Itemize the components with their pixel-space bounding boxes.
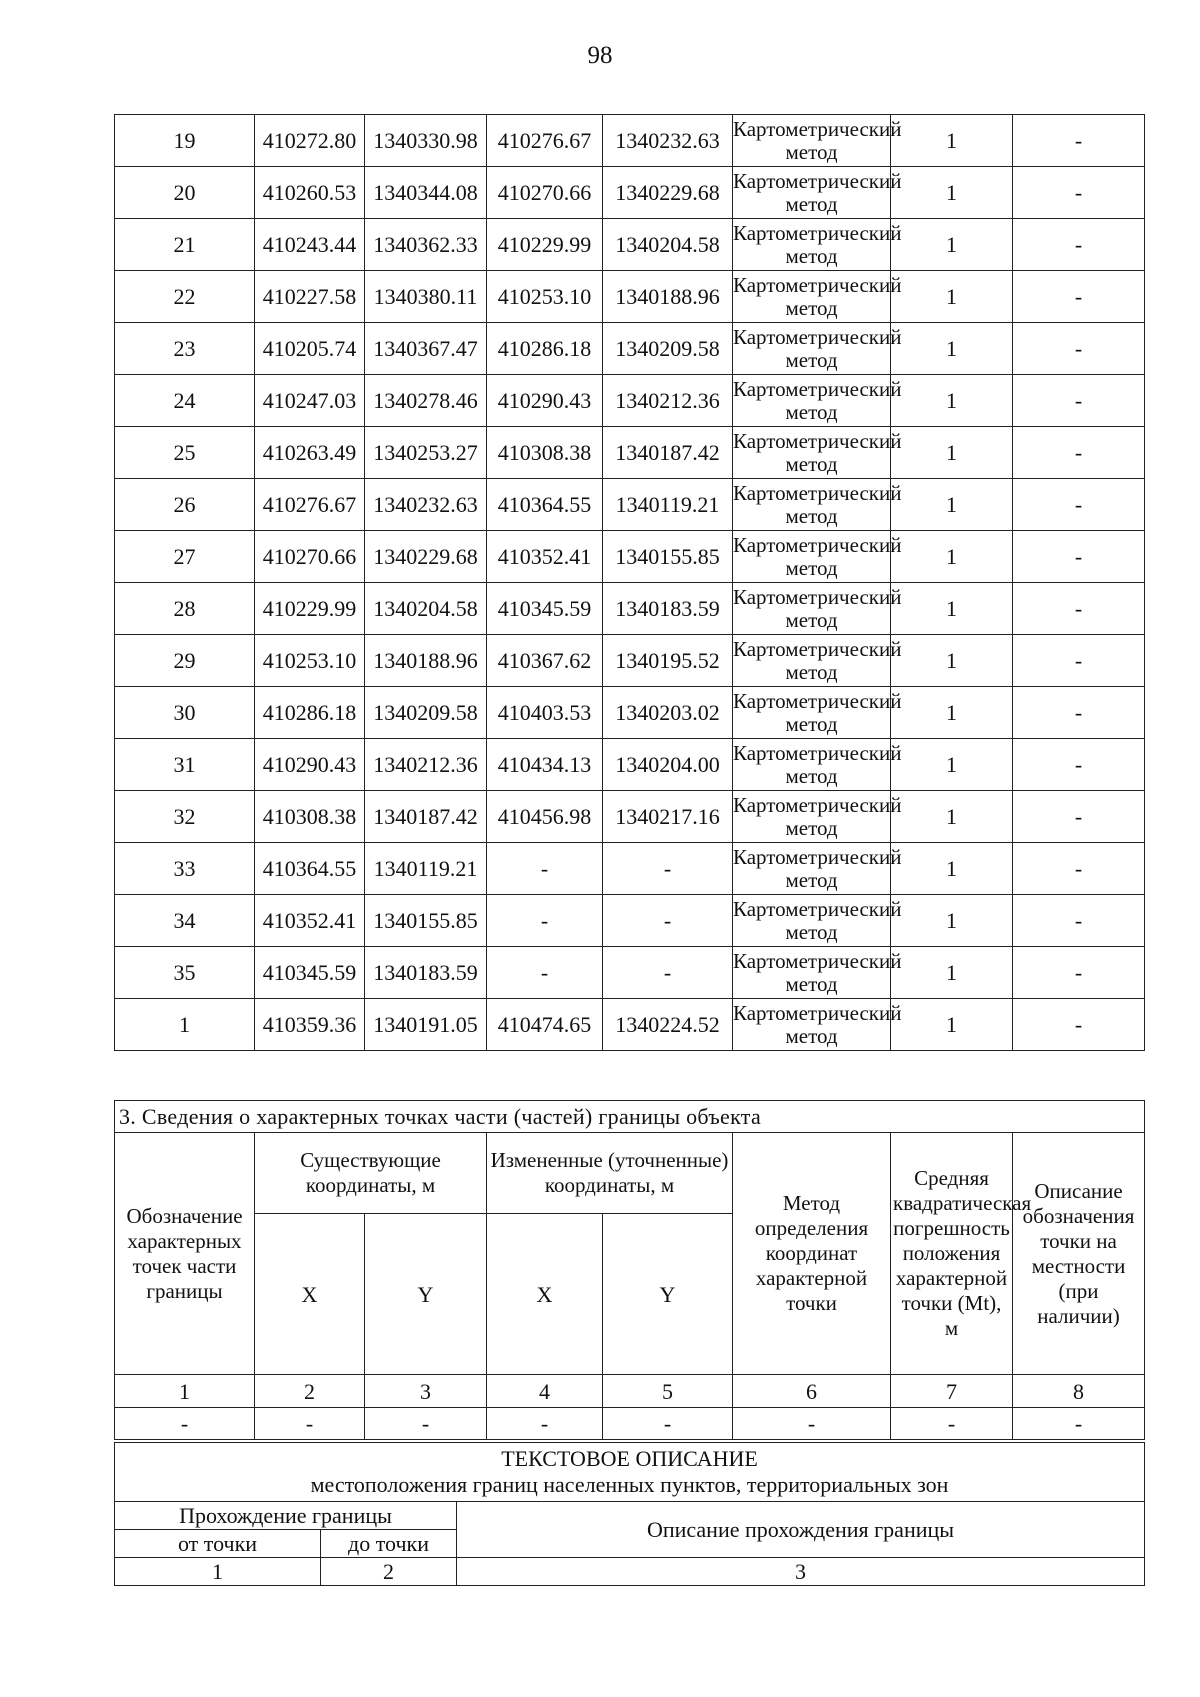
empty-cell: - [365, 1408, 487, 1440]
method-cell: Картометрический метод [733, 323, 891, 375]
page-number: 98 [587, 42, 613, 69]
method-cell: Картометрический метод [733, 531, 891, 583]
header-mean-square-error: Средняя квадратическая погрешность положения характерной точки (Mt), м [891, 1133, 1013, 1375]
point-description-cell: - [1013, 947, 1145, 999]
point-number-cell: 33 [115, 843, 255, 895]
existing-x-cell: 410286.18 [255, 687, 365, 739]
table-row [115, 323, 1145, 375]
method-cell: Картометрический метод [733, 271, 891, 323]
changed-x-cell: - [487, 947, 603, 999]
mean-square-error-cell: 1 [891, 635, 1013, 687]
changed-y-cell: 1340188.96 [603, 271, 733, 323]
point-number-cell: 30 [115, 687, 255, 739]
existing-y-cell: 1340119.21 [365, 843, 487, 895]
method-cell: Картометрический метод [733, 687, 891, 739]
point-description-cell: - [1013, 791, 1145, 843]
existing-x-cell: 410263.49 [255, 427, 365, 479]
existing-y-cell: 1340253.27 [365, 427, 487, 479]
existing-y-cell: 1340212.36 [365, 739, 487, 791]
point-description-cell: - [1013, 219, 1145, 271]
method-cell: Картометрический метод [733, 791, 891, 843]
point-number-cell: 34 [115, 895, 255, 947]
mean-square-error-cell: 1 [891, 843, 1013, 895]
existing-x-cell: 410227.58 [255, 271, 365, 323]
point-description-cell: - [1013, 531, 1145, 583]
existing-y-cell: 1340155.85 [365, 895, 487, 947]
method-cell: Картометрический метод [733, 427, 891, 479]
existing-y-cell: 1340380.11 [365, 271, 487, 323]
table-row [115, 375, 1145, 427]
header-from-point: от точки [115, 1530, 321, 1558]
column-number: 8 [1013, 1375, 1145, 1408]
existing-x-cell: 410308.38 [255, 791, 365, 843]
existing-y-cell: 1340229.68 [365, 531, 487, 583]
method-cell: Картометрический метод [733, 219, 891, 271]
table-row [115, 739, 1145, 791]
changed-x-cell: 410367.62 [487, 635, 603, 687]
mean-square-error-cell: 1 [891, 583, 1013, 635]
point-number-cell: 28 [115, 583, 255, 635]
point-description-cell: - [1013, 115, 1145, 167]
existing-x-cell: 410364.55 [255, 843, 365, 895]
point-number-cell: 22 [115, 271, 255, 323]
mean-square-error-cell: 1 [891, 687, 1013, 739]
header-changed-coordinates: Измененные (уточненные) координаты, м [487, 1133, 733, 1214]
mean-square-error-cell: 1 [891, 999, 1013, 1051]
column-number: 3 [365, 1375, 487, 1408]
column-number: 2 [255, 1375, 365, 1408]
existing-x-cell: 410247.03 [255, 375, 365, 427]
point-description-cell: - [1013, 323, 1145, 375]
existing-y-cell: 1340191.05 [365, 999, 487, 1051]
existing-x-cell: 410205.74 [255, 323, 365, 375]
method-cell: Картометрический метод [733, 843, 891, 895]
header-boundary-passage: Прохождение границы [115, 1502, 457, 1530]
changed-y-cell: 1340119.21 [603, 479, 733, 531]
point-number-cell: 21 [115, 219, 255, 271]
changed-y-cell: - [603, 895, 733, 947]
point-description-cell: - [1013, 635, 1145, 687]
header-existing-y: Y [365, 1214, 487, 1375]
column-number: 7 [891, 1375, 1013, 1408]
point-number-cell: 25 [115, 427, 255, 479]
changed-x-cell: 410345.59 [487, 583, 603, 635]
point-description-cell: - [1013, 167, 1145, 219]
method-cell: Картометрический метод [733, 375, 891, 427]
table-row [115, 895, 1145, 947]
empty-cell: - [603, 1408, 733, 1440]
changed-y-cell: 1340217.16 [603, 791, 733, 843]
coordinates-table [114, 114, 1145, 1051]
point-description-cell: - [1013, 895, 1145, 947]
existing-y-cell: 1340188.96 [365, 635, 487, 687]
empty-cell: - [1013, 1408, 1145, 1440]
mean-square-error-cell: 1 [891, 947, 1013, 999]
changed-x-cell: 410352.41 [487, 531, 603, 583]
table-row [115, 219, 1145, 271]
existing-y-cell: 1340187.42 [365, 791, 487, 843]
table-row [115, 479, 1145, 531]
method-cell: Картометрический метод [733, 739, 891, 791]
point-description-cell: - [1013, 375, 1145, 427]
column-number: 2 [321, 1558, 457, 1586]
table-row [115, 531, 1145, 583]
changed-x-cell: 410456.98 [487, 791, 603, 843]
column-number: 4 [487, 1375, 603, 1408]
column-number: 5 [603, 1375, 733, 1408]
header-changed-y: Y [603, 1214, 733, 1375]
point-description-cell: - [1013, 999, 1145, 1051]
existing-x-cell: 410276.67 [255, 479, 365, 531]
existing-y-cell: 1340362.33 [365, 219, 487, 271]
existing-x-cell: 410352.41 [255, 895, 365, 947]
existing-x-cell: 410253.10 [255, 635, 365, 687]
mean-square-error-cell: 1 [891, 115, 1013, 167]
point-number-cell: 31 [115, 739, 255, 791]
changed-y-cell: 1340155.85 [603, 531, 733, 583]
method-cell: Картометрический метод [733, 115, 891, 167]
changed-y-cell: - [603, 843, 733, 895]
changed-x-cell: 410270.66 [487, 167, 603, 219]
section3-table [114, 1100, 1145, 1440]
table-row [115, 583, 1145, 635]
point-number-cell: 32 [115, 791, 255, 843]
changed-y-cell: 1340224.52 [603, 999, 733, 1051]
mean-square-error-cell: 1 [891, 895, 1013, 947]
method-cell: Картометрический метод [733, 635, 891, 687]
changed-y-cell: 1340183.59 [603, 583, 733, 635]
empty-cell: - [733, 1408, 891, 1440]
changed-y-cell: 1340195.52 [603, 635, 733, 687]
method-cell: Картометрический метод [733, 583, 891, 635]
changed-x-cell: 410229.99 [487, 219, 603, 271]
table-row [115, 999, 1145, 1051]
existing-x-cell: 410229.99 [255, 583, 365, 635]
existing-x-cell: 410270.66 [255, 531, 365, 583]
header-existing-coordinates: Существующие координаты, м [255, 1133, 487, 1214]
point-number-cell: 26 [115, 479, 255, 531]
mean-square-error-cell: 1 [891, 479, 1013, 531]
mean-square-error-cell: 1 [891, 219, 1013, 271]
point-number-cell: 24 [115, 375, 255, 427]
changed-x-cell: 410434.13 [487, 739, 603, 791]
changed-x-cell: 410364.55 [487, 479, 603, 531]
point-description-cell: - [1013, 583, 1145, 635]
changed-x-cell: 410474.65 [487, 999, 603, 1051]
point-number-cell: 29 [115, 635, 255, 687]
header-point-designation: Обозначение характерных точек части границы [115, 1133, 255, 1375]
changed-x-cell: - [487, 843, 603, 895]
text-description-subtitle: местоположения границ населенных пунктов, территориальных зон [310, 1472, 949, 1497]
existing-y-cell: 1340232.63 [365, 479, 487, 531]
point-number-cell: 23 [115, 323, 255, 375]
header-existing-x: X [255, 1214, 365, 1375]
empty-cell: - [255, 1408, 365, 1440]
mean-square-error-cell: 1 [891, 791, 1013, 843]
changed-y-cell: 1340204.00 [603, 739, 733, 791]
mean-square-error-cell: 1 [891, 375, 1013, 427]
mean-square-error-cell: 1 [891, 739, 1013, 791]
changed-x-cell: 410308.38 [487, 427, 603, 479]
existing-y-cell: 1340183.59 [365, 947, 487, 999]
table-row [115, 947, 1145, 999]
changed-x-cell: 410403.53 [487, 687, 603, 739]
mean-square-error-cell: 1 [891, 531, 1013, 583]
existing-y-cell: 1340367.47 [365, 323, 487, 375]
point-description-cell: - [1013, 687, 1145, 739]
method-cell: Картометрический метод [733, 167, 891, 219]
header-to-point: до точки [321, 1530, 457, 1558]
method-cell: Картометрический метод [733, 895, 891, 947]
text-description-heading [115, 1443, 1145, 1502]
existing-x-cell: 410290.43 [255, 739, 365, 791]
existing-y-cell: 1340204.58 [365, 583, 487, 635]
method-cell: Картометрический метод [733, 479, 891, 531]
changed-y-cell: 1340204.58 [603, 219, 733, 271]
point-number-cell: 35 [115, 947, 255, 999]
point-number-cell: 27 [115, 531, 255, 583]
header-point-description: Описание обозначения точки на местности (при наличии) [1013, 1133, 1145, 1375]
empty-cell: - [891, 1408, 1013, 1440]
mean-square-error-cell: 1 [891, 323, 1013, 375]
table-row [115, 635, 1145, 687]
point-number-cell: 19 [115, 115, 255, 167]
changed-x-cell: 410276.67 [487, 115, 603, 167]
point-description-cell: - [1013, 271, 1145, 323]
changed-y-cell: 1340187.42 [603, 427, 733, 479]
text-description-table [114, 1442, 1145, 1586]
existing-x-cell: 410260.53 [255, 167, 365, 219]
table-row [115, 791, 1145, 843]
empty-cell: - [115, 1408, 255, 1440]
existing-y-cell: 1340344.08 [365, 167, 487, 219]
changed-x-cell: 410286.18 [487, 323, 603, 375]
changed-y-cell: 1340209.58 [603, 323, 733, 375]
column-number: 3 [457, 1558, 1145, 1586]
existing-x-cell: 410359.36 [255, 999, 365, 1051]
table-row [115, 427, 1145, 479]
mean-square-error-cell: 1 [891, 271, 1013, 323]
existing-y-cell: 1340278.46 [365, 375, 487, 427]
point-description-cell: - [1013, 479, 1145, 531]
table-row [115, 271, 1145, 323]
point-description-cell: - [1013, 843, 1145, 895]
table-row [115, 167, 1145, 219]
header-method: Метод определения координат характерной точки [733, 1133, 891, 1375]
changed-y-cell: 1340232.63 [603, 115, 733, 167]
table-row [115, 843, 1145, 895]
method-cell: Картометрический метод [733, 999, 891, 1051]
existing-x-cell: 410272.80 [255, 115, 365, 167]
mean-square-error-cell: 1 [891, 167, 1013, 219]
point-description-cell: - [1013, 427, 1145, 479]
changed-x-cell: 410253.10 [487, 271, 603, 323]
changed-x-cell: 410290.43 [487, 375, 603, 427]
table-row [115, 115, 1145, 167]
changed-y-cell: 1340229.68 [603, 167, 733, 219]
changed-y-cell: 1340212.36 [603, 375, 733, 427]
existing-y-cell: 1340209.58 [365, 687, 487, 739]
column-number: 1 [115, 1558, 321, 1586]
changed-x-cell: - [487, 895, 603, 947]
point-number-cell: 20 [115, 167, 255, 219]
point-number-cell: 1 [115, 999, 255, 1051]
table-row [115, 687, 1145, 739]
existing-y-cell: 1340330.98 [365, 115, 487, 167]
mean-square-error-cell: 1 [891, 427, 1013, 479]
column-number: 1 [115, 1375, 255, 1408]
existing-x-cell: 410243.44 [255, 219, 365, 271]
column-number: 6 [733, 1375, 891, 1408]
section3-title: 3. Сведения о характерных точках части (частей) границы объекта [115, 1101, 1145, 1133]
existing-x-cell: 410345.59 [255, 947, 365, 999]
empty-cell: - [487, 1408, 603, 1440]
changed-y-cell: - [603, 947, 733, 999]
method-cell: Картометрический метод [733, 947, 891, 999]
header-changed-x: X [487, 1214, 603, 1375]
point-description-cell: - [1013, 739, 1145, 791]
header-passage-description: Описание прохождения границы [457, 1502, 1145, 1558]
text-description-title: ТЕКСТОВОЕ ОПИСАНИЕ [501, 1446, 758, 1471]
changed-y-cell: 1340203.02 [603, 687, 733, 739]
